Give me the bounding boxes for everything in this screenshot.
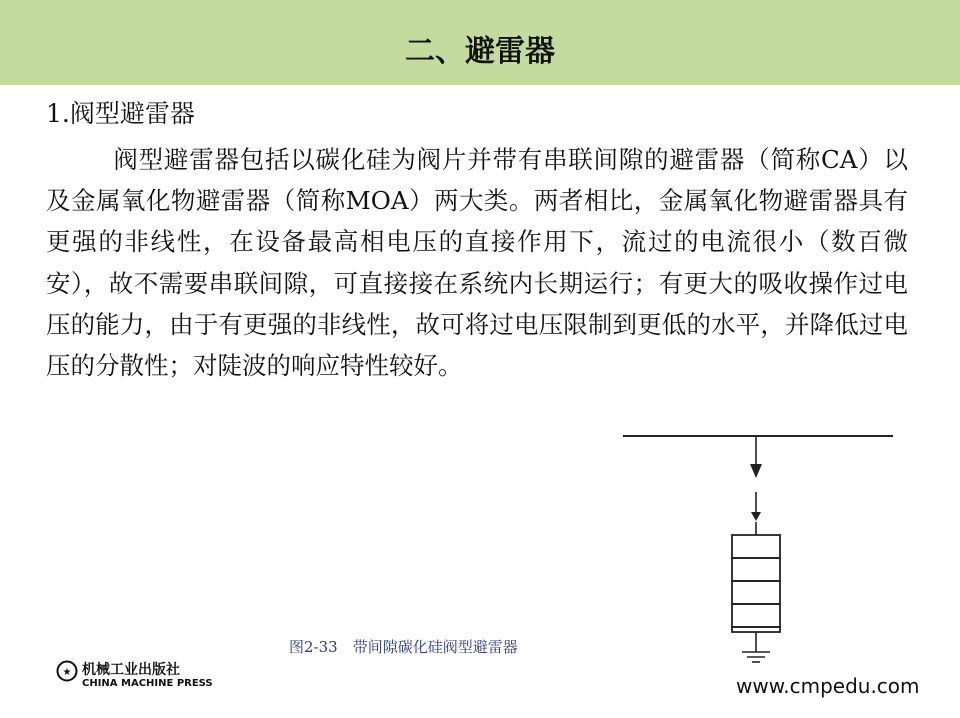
section-heading: 1.阀型避雷器 (46, 99, 195, 128)
valve-disc-stack (732, 535, 780, 632)
gap-arrow-icon (751, 512, 761, 521)
valve-disc (732, 604, 780, 627)
website-url: www.cmpedu.com (736, 674, 920, 698)
publisher-logo (56, 660, 213, 689)
cmp-logo-icon (56, 660, 78, 682)
publisher-name-en: CHINA MACHINE PRESS (82, 678, 213, 689)
valve-disc (732, 535, 780, 558)
page-title: 二、避雷器 (405, 34, 555, 69)
figure-caption: 图2-33 带间隙碳化硅阀型避雷器 (289, 638, 518, 656)
body-paragraph: 阀型避雷器包括以碳化硅为阀片并带有串联间隙的避雷器（简称CA）以及金属氧化物避雷器（简称MOA）两大类。两者相比，金属氧化物避雷器具有更强的非线性，在设备最高相电压的直接作用下，流过的电流很小（数百微安），故不需要串联间隙，可直接接在系统内长期运行；有更大的吸收操作过电压的能力，由于有更强的非线性，故可将过电压限制到更低的水平，并降低过电压的分散性；对陡波的响应特性较好。 (46, 145, 908, 381)
publisher-name-cn: 机械工业出版社 (82, 662, 180, 678)
stack-base (732, 627, 780, 632)
arrow-head-icon (750, 464, 762, 478)
svg-text:★: ★ (62, 667, 72, 678)
valve-disc (732, 581, 780, 604)
valve-disc (732, 558, 780, 581)
